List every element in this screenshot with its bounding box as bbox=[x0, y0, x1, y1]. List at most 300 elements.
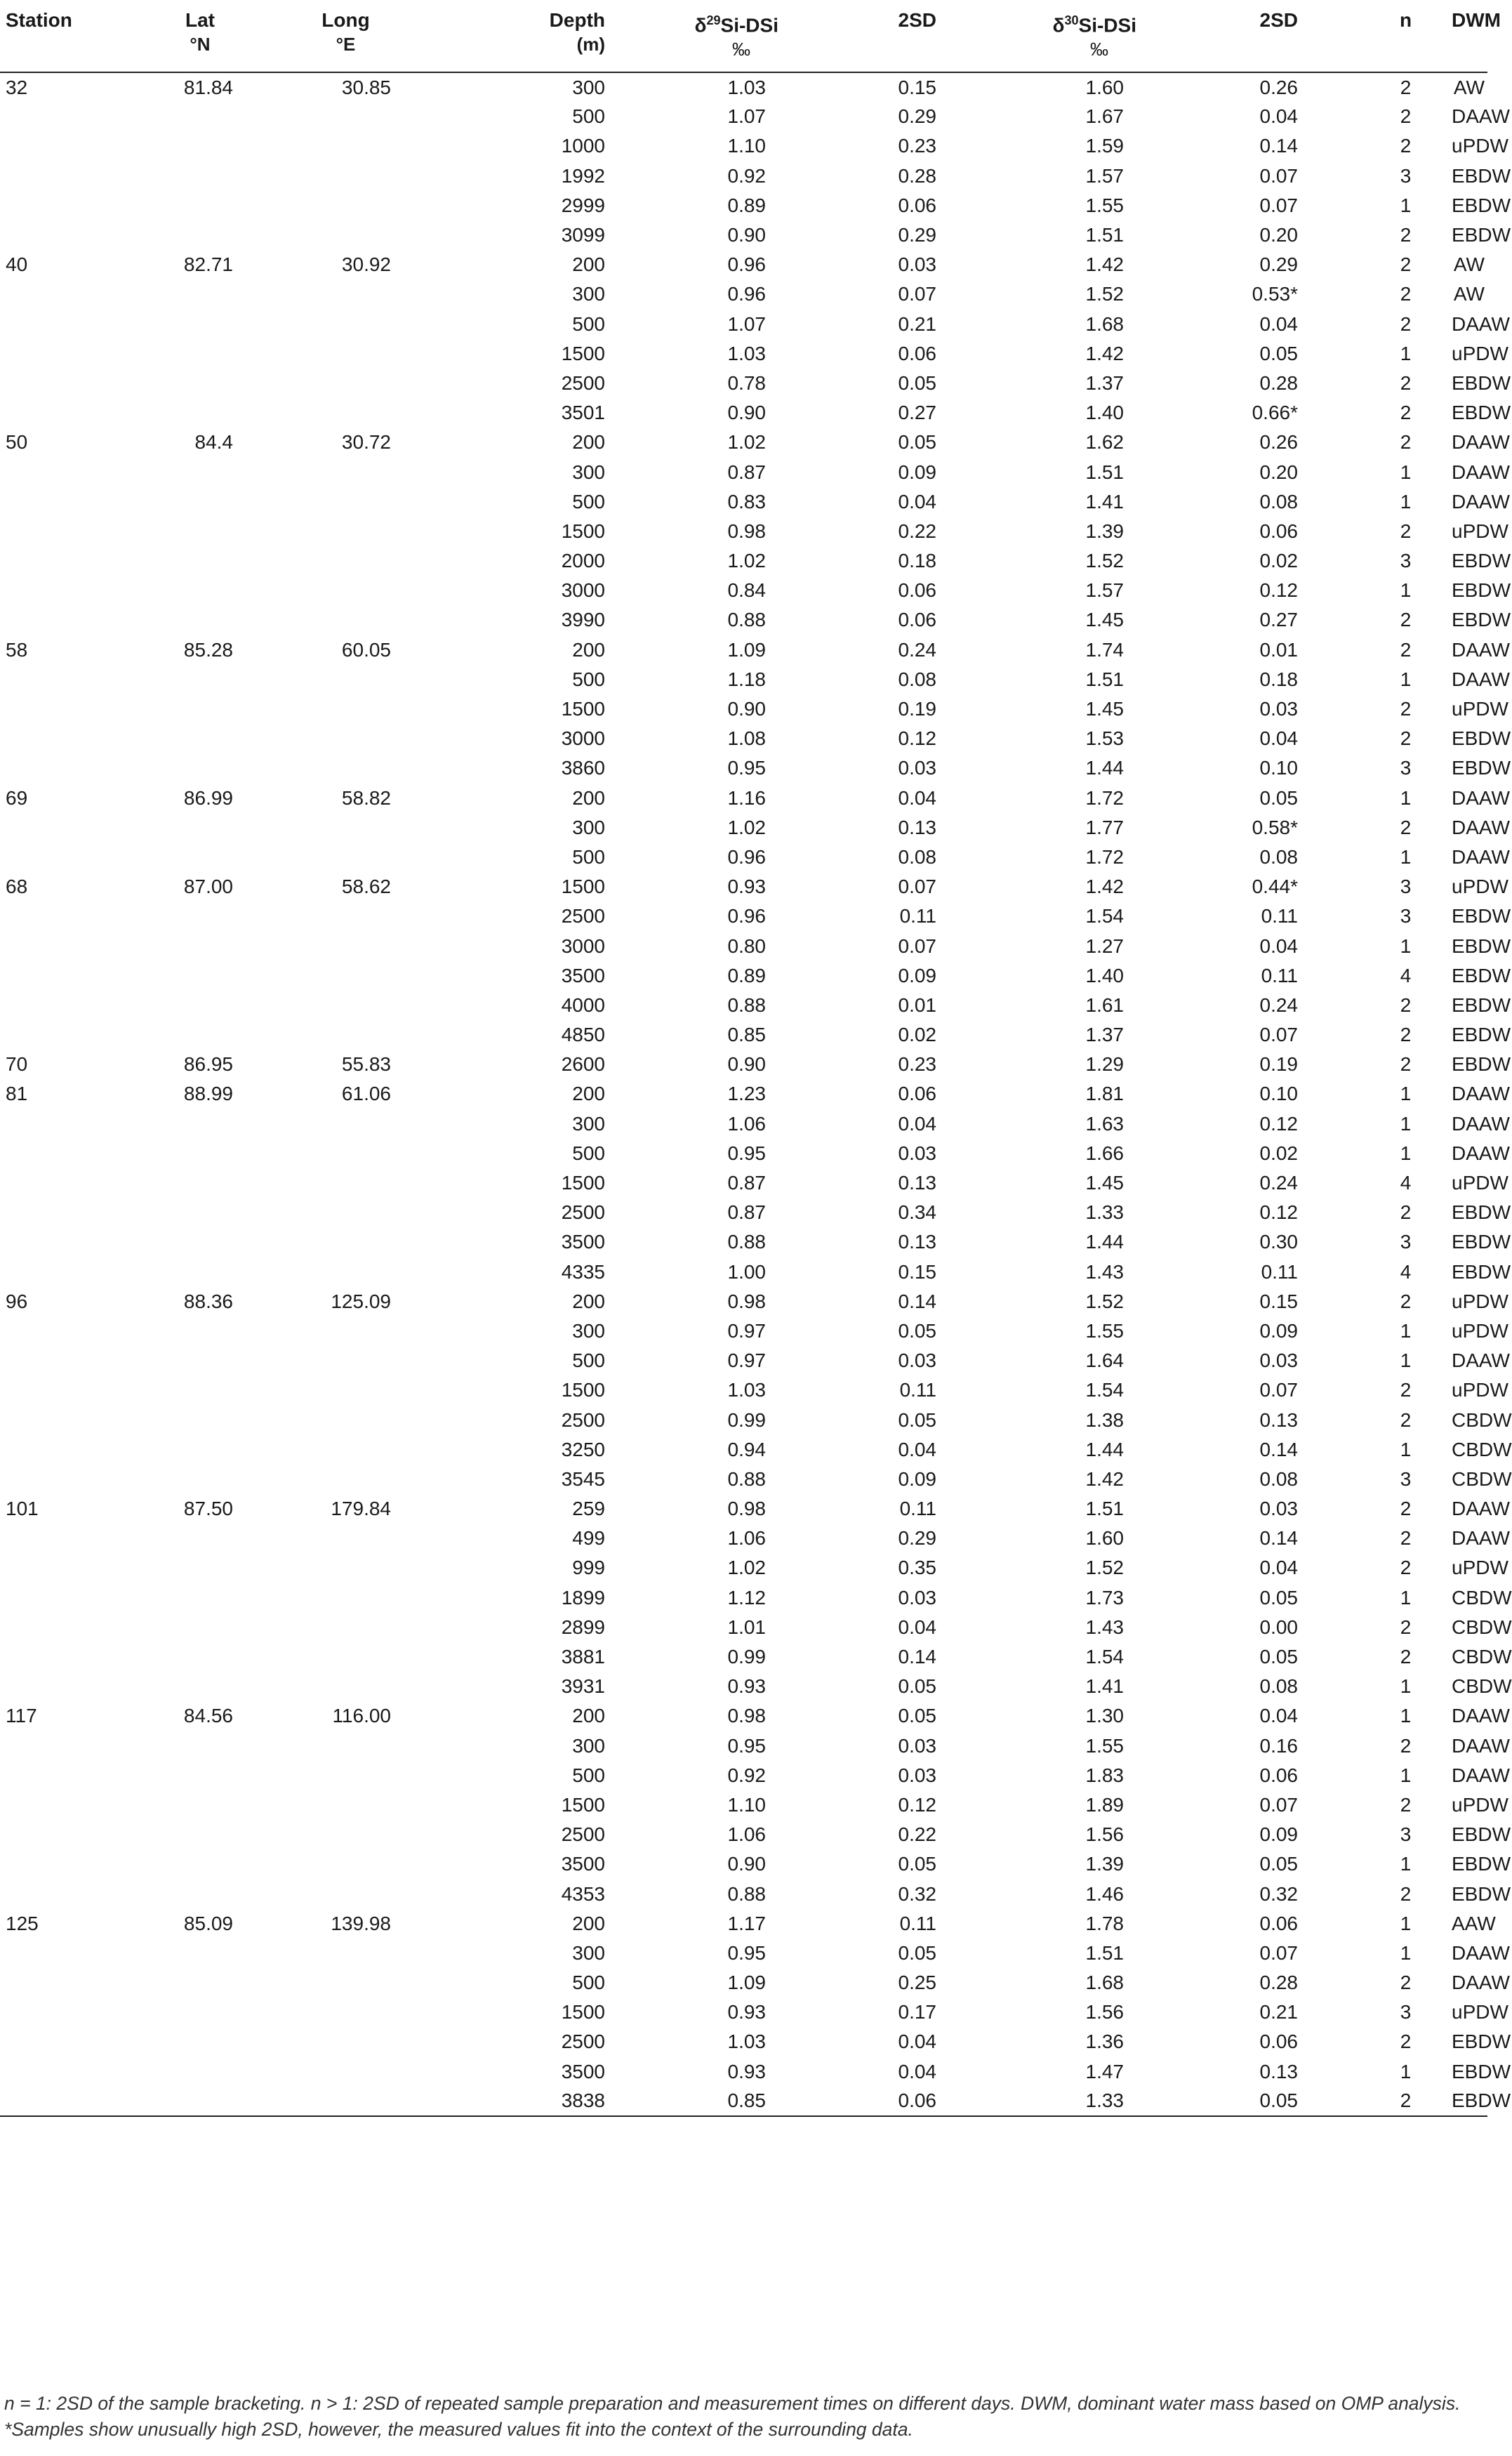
cell-d30si: 1.41 bbox=[1085, 1675, 1124, 1698]
cell-n: 2 bbox=[1400, 431, 1412, 454]
cell-2sd-29: 0.17 bbox=[898, 2001, 936, 2023]
cell-depth: 500 bbox=[572, 845, 605, 868]
cell-2sd-29: 0.27 bbox=[898, 402, 936, 424]
cell-d29si: 0.95 bbox=[727, 757, 766, 779]
cell-d30si: 1.52 bbox=[1085, 550, 1124, 572]
cell-2sd-29: 0.11 bbox=[899, 1498, 936, 1520]
table-row bbox=[0, 1079, 1487, 1109]
table-row bbox=[0, 72, 1487, 102]
cell-depth: 2500 bbox=[561, 371, 605, 394]
cell-n: 2 bbox=[1400, 253, 1412, 276]
cell-d29si: 0.93 bbox=[727, 1675, 766, 1698]
cell-d29si: 1.01 bbox=[727, 1616, 766, 1638]
cell-station bbox=[0, 1968, 133, 1998]
cell-2sd-30: 0.07 bbox=[1259, 1379, 1298, 1401]
cell-d30si: 1.46 bbox=[1085, 1882, 1124, 1905]
cell-2sd-29: 0.04 bbox=[898, 1438, 936, 1460]
cell-station: 69 bbox=[6, 786, 28, 809]
cell-long: 30.72 bbox=[341, 431, 391, 454]
cell-2sd-30: 0.06 bbox=[1259, 2031, 1298, 2053]
cell-lat bbox=[133, 1020, 267, 1050]
cell-2sd-29: 0.34 bbox=[898, 1201, 936, 1224]
cell-long bbox=[267, 1524, 425, 1553]
cell-2sd-30: 0.11 bbox=[1261, 964, 1298, 986]
cell-dwm: CBDW bbox=[1452, 1646, 1512, 1668]
cell-station bbox=[0, 2027, 133, 2056]
cell-d30si: 1.57 bbox=[1085, 579, 1124, 602]
cell-dwm: uPDW bbox=[1452, 135, 1508, 157]
cell-2sd-30: 0.13 bbox=[1259, 2060, 1298, 2082]
table-footnote: n = 1: 2SD of the sample bracketing. n > 1: 2SD of repeated sample preparation and measurement times on different days. DWM, dominant water mass based on OMP analysis. *Samples show unusually high 2SD, however, the measured values fit into the context of the surrounding data. bbox=[4, 2393, 1461, 2440]
cell-d29si: 0.90 bbox=[727, 1853, 766, 1875]
cell-2sd-29: 0.13 bbox=[898, 1172, 936, 1194]
cell-d29si: 0.85 bbox=[727, 1024, 766, 1046]
cell-long bbox=[267, 724, 425, 753]
cell-2sd-30: 0.53* bbox=[1252, 283, 1298, 305]
cell-n: 1 bbox=[1400, 786, 1412, 809]
cell-d30si: 1.74 bbox=[1085, 638, 1124, 661]
cell-d29si: 0.98 bbox=[727, 1705, 766, 1727]
cell-2sd-29: 0.05 bbox=[898, 1319, 936, 1342]
cell-long bbox=[267, 1761, 425, 1790]
cell-long bbox=[267, 191, 425, 220]
cell-n: 2 bbox=[1400, 402, 1412, 424]
cell-2sd-30: 0.06 bbox=[1259, 1912, 1298, 1934]
cell-station bbox=[0, 1613, 133, 1642]
cell-2sd-29: 0.18 bbox=[898, 550, 936, 572]
cell-2sd-30: 0.58* bbox=[1252, 816, 1298, 838]
cell-d30si: 1.54 bbox=[1085, 905, 1124, 927]
cell-2sd-30: 0.26 bbox=[1259, 431, 1298, 454]
cell-n: 2 bbox=[1400, 76, 1412, 98]
cell-2sd-30: 0.20 bbox=[1259, 461, 1298, 483]
cell-dwm: EBDW bbox=[1452, 164, 1511, 187]
cell-long bbox=[267, 369, 425, 398]
table-row bbox=[0, 1909, 1487, 1939]
cell-2sd-30: 0.07 bbox=[1259, 1793, 1298, 1816]
cell-d30si: 1.43 bbox=[1085, 1616, 1124, 1638]
cell-station bbox=[0, 1849, 133, 1879]
cell-2sd-30: 0.12 bbox=[1259, 579, 1298, 602]
cell-long bbox=[267, 1198, 425, 1227]
cell-2sd-29: 0.15 bbox=[898, 1260, 936, 1283]
cell-depth: 500 bbox=[572, 1972, 605, 1994]
cell-dwm: AW bbox=[1453, 253, 1485, 276]
cell-2sd-30: 0.05 bbox=[1259, 1853, 1298, 1875]
cell-2sd-29: 0.23 bbox=[898, 1053, 936, 1076]
cell-station bbox=[0, 398, 133, 428]
cell-depth: 1992 bbox=[561, 164, 605, 187]
cell-station bbox=[0, 902, 133, 931]
cell-dwm: DAAW bbox=[1452, 1941, 1510, 1964]
cell-station bbox=[0, 2087, 133, 2116]
table-row bbox=[0, 1731, 1487, 1761]
cell-long: 30.85 bbox=[341, 76, 391, 98]
table-row bbox=[0, 605, 1487, 635]
cell-2sd-30: 0.15 bbox=[1259, 1290, 1298, 1312]
cell-2sd-29: 0.24 bbox=[898, 638, 936, 661]
cell-d29si: 0.89 bbox=[727, 964, 766, 986]
cell-long: 179.84 bbox=[331, 1498, 391, 1520]
header-station: Station bbox=[0, 0, 133, 72]
cell-2sd-30: 0.00 bbox=[1259, 1616, 1298, 1638]
cell-long: 139.98 bbox=[331, 1912, 391, 1934]
cell-lat bbox=[133, 1613, 267, 1642]
cell-d30si: 1.45 bbox=[1085, 698, 1124, 720]
table-row bbox=[0, 576, 1487, 605]
cell-d29si: 1.07 bbox=[727, 312, 766, 335]
cell-2sd-30: 0.44* bbox=[1252, 876, 1298, 898]
cell-2sd-30: 0.05 bbox=[1259, 342, 1298, 364]
cell-n: 3 bbox=[1400, 1231, 1412, 1253]
cell-2sd-30: 0.30 bbox=[1259, 1231, 1298, 1253]
cell-depth: 4850 bbox=[561, 1024, 605, 1046]
cell-station bbox=[0, 161, 133, 191]
cell-lat bbox=[133, 398, 267, 428]
cell-d29si: 0.95 bbox=[727, 1734, 766, 1757]
cell-d29si: 0.93 bbox=[727, 2001, 766, 2023]
cell-depth: 3881 bbox=[561, 1646, 605, 1668]
cell-2sd-29: 0.08 bbox=[898, 845, 936, 868]
cell-dwm: DAAW bbox=[1452, 1764, 1510, 1786]
cell-long bbox=[267, 1849, 425, 1879]
cell-lat bbox=[133, 961, 267, 991]
cell-d30si: 1.27 bbox=[1085, 935, 1124, 957]
table-row bbox=[0, 753, 1487, 783]
cell-2sd-29: 0.23 bbox=[898, 135, 936, 157]
cell-lat bbox=[133, 1168, 267, 1198]
cell-dwm: EBDW bbox=[1452, 371, 1511, 394]
cell-d29si: 0.80 bbox=[727, 935, 766, 957]
cell-dwm: uPDW bbox=[1452, 342, 1508, 364]
cell-d29si: 1.02 bbox=[727, 1557, 766, 1579]
cell-2sd-29: 0.05 bbox=[898, 1675, 936, 1698]
cell-2sd-29: 0.12 bbox=[898, 727, 936, 750]
cell-long bbox=[267, 1968, 425, 1998]
cell-n: 2 bbox=[1400, 371, 1412, 394]
table-row bbox=[0, 1849, 1487, 1879]
cell-lat bbox=[133, 843, 267, 872]
cell-d29si: 1.23 bbox=[727, 1083, 766, 1105]
header-long: Long °E bbox=[267, 0, 425, 72]
table-row bbox=[0, 220, 1487, 250]
cell-n: 2 bbox=[1400, 312, 1412, 335]
cell-2sd-30: 0.32 bbox=[1259, 1882, 1298, 1905]
cell-d30si: 1.42 bbox=[1085, 1467, 1124, 1490]
cell-n: 1 bbox=[1400, 1112, 1412, 1135]
cell-2sd-29: 0.03 bbox=[898, 1142, 936, 1164]
cell-long bbox=[267, 813, 425, 843]
cell-n: 3 bbox=[1400, 905, 1412, 927]
cell-long bbox=[267, 902, 425, 931]
cell-station: 101 bbox=[6, 1498, 39, 1520]
cell-depth: 200 bbox=[572, 1290, 605, 1312]
cell-depth: 1500 bbox=[561, 876, 605, 898]
cell-long bbox=[267, 1553, 425, 1583]
cell-lat bbox=[133, 1405, 267, 1434]
cell-depth: 500 bbox=[572, 105, 605, 128]
cell-n: 2 bbox=[1400, 1379, 1412, 1401]
cell-d30si: 1.67 bbox=[1085, 105, 1124, 128]
cell-lat bbox=[133, 1465, 267, 1494]
cell-d30si: 1.51 bbox=[1085, 1941, 1124, 1964]
cell-2sd-30: 0.08 bbox=[1259, 1467, 1298, 1490]
cell-lat: 85.09 bbox=[183, 1912, 233, 1934]
cell-n: 1 bbox=[1400, 1349, 1412, 1372]
cell-2sd-29: 0.14 bbox=[898, 1646, 936, 1668]
cell-station bbox=[0, 961, 133, 991]
table-row bbox=[0, 1613, 1487, 1642]
cell-2sd-30: 0.01 bbox=[1259, 638, 1298, 661]
cell-station bbox=[0, 813, 133, 843]
cell-lat bbox=[133, 724, 267, 753]
cell-d29si: 0.90 bbox=[727, 402, 766, 424]
cell-long bbox=[267, 1642, 425, 1672]
cell-d30si: 1.40 bbox=[1085, 402, 1124, 424]
cell-lat bbox=[133, 546, 267, 576]
cell-n: 2 bbox=[1400, 727, 1412, 750]
cell-dwm: DAAW bbox=[1452, 1142, 1510, 1164]
cell-dwm: EBDW bbox=[1452, 993, 1511, 1016]
cell-lat bbox=[133, 1257, 267, 1287]
cell-station bbox=[0, 1642, 133, 1672]
cell-d30si: 1.45 bbox=[1085, 609, 1124, 631]
table-row bbox=[0, 131, 1487, 161]
cell-dwm: DAAW bbox=[1452, 1498, 1510, 1520]
cell-2sd-29: 0.11 bbox=[899, 1912, 936, 1934]
cell-n: 1 bbox=[1400, 1764, 1412, 1786]
cell-station bbox=[0, 1375, 133, 1405]
cell-d30si: 1.44 bbox=[1085, 1231, 1124, 1253]
cell-2sd-29: 0.07 bbox=[898, 935, 936, 957]
cell-dwm: CBDW bbox=[1452, 1616, 1512, 1638]
cell-long bbox=[267, 1405, 425, 1434]
cell-lat bbox=[133, 1346, 267, 1375]
cell-n: 2 bbox=[1400, 2031, 1412, 2053]
cell-d30si: 1.60 bbox=[1085, 1527, 1124, 1550]
cell-n: 2 bbox=[1400, 1882, 1412, 1905]
cell-long bbox=[267, 1583, 425, 1613]
cell-2sd-30: 0.07 bbox=[1259, 1941, 1298, 1964]
cell-dwm: DAAW bbox=[1452, 1734, 1510, 1757]
cell-station bbox=[0, 487, 133, 517]
cell-depth: 500 bbox=[572, 1349, 605, 1372]
cell-long bbox=[267, 2057, 425, 2087]
cell-d29si: 0.90 bbox=[727, 224, 766, 246]
cell-d29si: 0.88 bbox=[727, 1882, 766, 1905]
cell-long bbox=[267, 161, 425, 191]
cell-n: 1 bbox=[1400, 1319, 1412, 1342]
table-row bbox=[0, 369, 1487, 398]
cell-d30si: 1.42 bbox=[1085, 342, 1124, 364]
cell-2sd-30: 0.07 bbox=[1259, 194, 1298, 216]
cell-lat bbox=[133, 1761, 267, 1790]
cell-2sd-30: 0.07 bbox=[1259, 1024, 1298, 1046]
cell-d29si: 0.87 bbox=[727, 1172, 766, 1194]
cell-d29si: 0.96 bbox=[727, 905, 766, 927]
cell-station bbox=[0, 576, 133, 605]
cell-dwm: DAAW bbox=[1452, 845, 1510, 868]
cell-lat bbox=[133, 1731, 267, 1761]
cell-lat bbox=[133, 605, 267, 635]
cell-station bbox=[0, 1879, 133, 1908]
cell-n: 1 bbox=[1400, 1142, 1412, 1164]
cell-depth: 4000 bbox=[561, 993, 605, 1016]
cell-lat bbox=[133, 1139, 267, 1168]
cell-dwm: CBDW bbox=[1452, 1586, 1512, 1609]
cell-dwm: uPDW bbox=[1452, 1172, 1508, 1194]
cell-depth: 3838 bbox=[425, 2087, 611, 2116]
table-row bbox=[0, 2087, 1487, 2116]
cell-station: 117 bbox=[6, 1705, 37, 1727]
cell-n: 1 bbox=[1400, 1438, 1412, 1460]
table-row bbox=[0, 1583, 1487, 1613]
cell-station bbox=[0, 1405, 133, 1434]
cell-d30si: 1.54 bbox=[1085, 1379, 1124, 1401]
cell-dwm: EBDW bbox=[1452, 964, 1511, 986]
cell-depth: 999 bbox=[572, 1557, 605, 1579]
cell-depth: 500 bbox=[572, 1142, 605, 1164]
cell-dwm: DAAW bbox=[1452, 1972, 1510, 1994]
cell-lat bbox=[133, 2057, 267, 2087]
cell-dwm: EBDW bbox=[1452, 727, 1511, 750]
cell-station: 32 bbox=[6, 76, 28, 98]
cell-d29si: 0.98 bbox=[727, 1290, 766, 1312]
cell-dwm: EBDW bbox=[1452, 1053, 1511, 1076]
cell-2sd-29: 0.05 bbox=[898, 1408, 936, 1431]
cell-station bbox=[0, 1346, 133, 1375]
cell-2sd-29: 0.14 bbox=[898, 1290, 936, 1312]
cell-2sd-30: 0.24 bbox=[1259, 993, 1298, 1016]
cell-2sd-29: 0.07 bbox=[898, 876, 936, 898]
cell-depth: 499 bbox=[572, 1527, 605, 1550]
cell-long bbox=[267, 1998, 425, 2027]
cell-lat bbox=[133, 813, 267, 843]
cell-d30si: 1.55 bbox=[1085, 1734, 1124, 1757]
cell-d30si: 1.33 bbox=[1085, 1201, 1124, 1224]
cell-depth: 500 bbox=[572, 490, 605, 513]
cell-dwm: EBDW bbox=[1452, 757, 1511, 779]
cell-2sd-30: 0.10 bbox=[1259, 757, 1298, 779]
cell-2sd-29: 0.32 bbox=[898, 1882, 936, 1905]
cell-2sd-30: 0.04 bbox=[1259, 935, 1298, 957]
cell-dwm: EBDW bbox=[1452, 1260, 1511, 1283]
cell-lat bbox=[133, 369, 267, 398]
cell-2sd-30: 0.03 bbox=[1259, 698, 1298, 720]
cell-2sd-30: 0.14 bbox=[1259, 135, 1298, 157]
cell-long bbox=[267, 339, 425, 369]
cell-d29si: 1.18 bbox=[727, 668, 766, 690]
cell-d30si: 1.42 bbox=[1085, 253, 1124, 276]
cell-d30si: 1.40 bbox=[1085, 964, 1124, 986]
cell-n: 1 bbox=[1400, 1675, 1412, 1698]
table-row bbox=[0, 310, 1487, 339]
cell-n: 1 bbox=[1400, 461, 1412, 483]
cell-dwm: EBDW bbox=[1452, 1853, 1511, 1875]
cell-2sd-29: 0.04 bbox=[898, 1112, 936, 1135]
cell-2sd-30: 0.06 bbox=[1259, 1764, 1298, 1786]
cell-n: 2 bbox=[1400, 1616, 1412, 1638]
cell-station bbox=[0, 1198, 133, 1227]
table-row bbox=[0, 665, 1487, 694]
cell-2sd-29: 0.06 bbox=[898, 609, 936, 631]
cell-long bbox=[267, 1346, 425, 1375]
cell-2sd-29: 0.02 bbox=[898, 1024, 936, 1046]
table-row bbox=[0, 1198, 1487, 1227]
cell-lat bbox=[133, 1375, 267, 1405]
cell-station bbox=[0, 546, 133, 576]
cell-d29si: 0.99 bbox=[727, 1408, 766, 1431]
cell-station bbox=[0, 1139, 133, 1168]
cell-d30si: 1.61 bbox=[1085, 993, 1124, 1016]
table-row bbox=[0, 694, 1487, 724]
cell-n: 2 bbox=[1400, 1408, 1412, 1431]
cell-dwm: DAAW bbox=[1452, 312, 1510, 335]
cell-lat: 81.84 bbox=[183, 76, 233, 98]
cell-lat: 87.50 bbox=[183, 1498, 233, 1520]
cell-depth: 200 bbox=[572, 1705, 605, 1727]
cell-d30si: 1.62 bbox=[1085, 431, 1124, 454]
table-row bbox=[0, 724, 1487, 753]
header-lat: Lat °N bbox=[133, 0, 267, 72]
cell-2sd-30: 0.08 bbox=[1259, 845, 1298, 868]
cell-2sd-30: 0.27 bbox=[1259, 609, 1298, 631]
cell-d29si: 1.02 bbox=[727, 816, 766, 838]
table-row bbox=[0, 1642, 1487, 1672]
table-row bbox=[0, 902, 1487, 931]
cell-long: 58.82 bbox=[341, 786, 391, 809]
cell-depth: 2500 bbox=[561, 1201, 605, 1224]
cell-station: 40 bbox=[6, 253, 28, 276]
cell-d29si: 0.88 bbox=[727, 993, 766, 1016]
cell-long bbox=[267, 1375, 425, 1405]
cell-d30si: 1.51 bbox=[1085, 461, 1124, 483]
cell-2sd-30: 0.11 bbox=[1261, 1260, 1298, 1283]
cell-depth: 3500 bbox=[561, 964, 605, 986]
cell-n: 1 bbox=[1400, 1941, 1412, 1964]
cell-2sd-29: 0.04 bbox=[898, 786, 936, 809]
cell-2sd-30: 0.08 bbox=[1259, 1675, 1298, 1698]
cell-n: 1 bbox=[1400, 1705, 1412, 1727]
cell-long bbox=[267, 517, 425, 546]
cell-lat: 86.95 bbox=[183, 1053, 233, 1076]
cell-dwm: DAAW bbox=[1452, 668, 1510, 690]
cell-long bbox=[267, 310, 425, 339]
cell-2sd-30: 0.08 bbox=[1259, 490, 1298, 513]
cell-long: 125.09 bbox=[331, 1290, 391, 1312]
cell-2sd-30: 0.05 bbox=[1158, 2087, 1332, 2116]
cell-n: 2 bbox=[1400, 1201, 1412, 1224]
cell-2sd-30: 0.66* bbox=[1252, 402, 1298, 424]
cell-dwm: CBDW bbox=[1452, 1467, 1512, 1490]
cell-n: 3 bbox=[1400, 876, 1412, 898]
cell-long bbox=[267, 931, 425, 960]
cell-depth: 3931 bbox=[561, 1675, 605, 1698]
cell-long: 116.00 bbox=[332, 1705, 391, 1727]
cell-depth: 300 bbox=[572, 461, 605, 483]
cell-2sd-29: 0.13 bbox=[898, 1231, 936, 1253]
cell-depth: 500 bbox=[572, 1764, 605, 1786]
cell-2sd-30: 0.21 bbox=[1259, 2001, 1298, 2023]
cell-2sd-30: 0.03 bbox=[1259, 1498, 1298, 1520]
cell-lat: 88.36 bbox=[183, 1290, 233, 1312]
cell-2sd-29: 0.12 bbox=[898, 1793, 936, 1816]
cell-n: 2 bbox=[1400, 135, 1412, 157]
cell-2sd-30: 0.04 bbox=[1259, 1705, 1298, 1727]
table-row bbox=[0, 1257, 1487, 1287]
cell-lat bbox=[133, 191, 267, 220]
cell-depth: 2500 bbox=[561, 905, 605, 927]
